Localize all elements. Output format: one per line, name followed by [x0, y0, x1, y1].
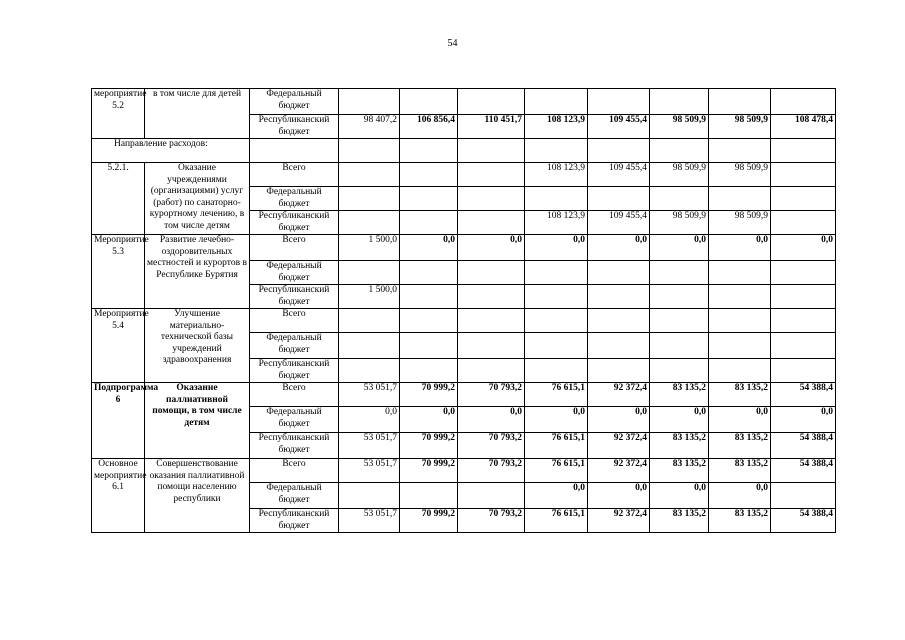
amount-cell	[339, 333, 400, 359]
amount-cell: 0,0	[588, 235, 650, 261]
amount-cell: 92 372,4	[588, 433, 650, 459]
empty-cell	[650, 139, 709, 163]
amount-cell: 54 388,4	[771, 383, 836, 407]
amount-cell: 0,0	[650, 235, 709, 261]
amount-cell	[588, 309, 650, 333]
amount-cell	[650, 309, 709, 333]
amount-cell	[650, 89, 709, 115]
amount-cell	[771, 285, 836, 309]
amount-cell: 70 999,2	[400, 383, 458, 407]
amount-cell	[525, 359, 588, 383]
amount-cell: 1 500,0	[339, 235, 400, 261]
amount-cell	[339, 211, 400, 235]
table-row	[92, 163, 836, 187]
table-row	[92, 309, 836, 333]
amount-cell	[771, 89, 836, 115]
amount-cell	[400, 89, 458, 115]
amount-cell: 83 135,2	[650, 433, 709, 459]
amount-cell: 0,0	[339, 407, 400, 433]
amount-cell: 108 123,9	[525, 211, 588, 235]
empty-cell	[400, 139, 458, 163]
amount-cell: 0,0	[771, 235, 836, 261]
amount-cell: 92 372,4	[588, 509, 650, 533]
amount-cell: 76 615,1	[525, 433, 588, 459]
measure-name-cell: Совершенствование оказания паллиативной помощи населению республики	[145, 459, 250, 533]
amount-cell	[458, 187, 525, 211]
measure-name-cell: в том числе для детей	[145, 89, 250, 139]
amount-cell: 0,0	[588, 407, 650, 433]
amount-cell	[525, 261, 588, 285]
amount-cell	[525, 333, 588, 359]
amount-cell: 110 451,7	[458, 115, 525, 139]
empty-cell	[588, 139, 650, 163]
amount-cell	[458, 333, 525, 359]
amount-cell	[525, 285, 588, 309]
amount-cell: 54 388,4	[771, 433, 836, 459]
amount-cell: 0,0	[458, 407, 525, 433]
amount-cell	[339, 483, 400, 509]
amount-cell	[458, 261, 525, 285]
amount-cell: 0,0	[588, 483, 650, 509]
amount-cell: 98 509,9	[709, 163, 771, 187]
amount-cell	[400, 285, 458, 309]
amount-cell	[458, 285, 525, 309]
amount-cell	[650, 333, 709, 359]
amount-cell: 70 793,2	[458, 509, 525, 533]
amount-cell: 0,0	[650, 483, 709, 509]
amount-cell: 0,0	[525, 235, 588, 261]
amount-cell: 108 478,4	[771, 115, 836, 139]
amount-cell: 53 051,7	[339, 509, 400, 533]
measure-name-cell: Развитие лечебно-оздоровительных местностей и курортов в Республике Бурятия	[145, 235, 250, 309]
amount-cell	[709, 261, 771, 285]
amount-cell	[771, 187, 836, 211]
measure-code-cell: Мероприятие 5.4	[92, 309, 145, 383]
amount-cell	[458, 89, 525, 115]
amount-cell	[650, 187, 709, 211]
amount-cell: 70 999,2	[400, 433, 458, 459]
page-number: 54	[447, 38, 458, 49]
amount-cell	[709, 187, 771, 211]
amount-cell: 0,0	[458, 235, 525, 261]
funding-source-cell: Всего	[250, 309, 339, 333]
amount-cell: 109 455,4	[588, 115, 650, 139]
amount-cell	[771, 211, 836, 235]
funding-source-cell: Федеральный бюджет	[250, 261, 339, 285]
amount-cell	[458, 211, 525, 235]
measure-code-cell: Основное мероприятие 6.1	[92, 459, 145, 533]
amount-cell	[400, 309, 458, 333]
funding-source-cell: Республиканский бюджет	[250, 359, 339, 383]
amount-cell	[525, 309, 588, 333]
funding-source-cell: Федеральный бюджет	[250, 333, 339, 359]
amount-cell: 0,0	[400, 407, 458, 433]
amount-cell: 98 509,9	[650, 211, 709, 235]
amount-cell	[588, 261, 650, 285]
amount-cell	[400, 359, 458, 383]
amount-cell: 76 615,1	[525, 383, 588, 407]
table-row	[92, 139, 836, 163]
amount-cell: 0,0	[709, 483, 771, 509]
amount-cell	[400, 187, 458, 211]
amount-cell: 109 455,4	[588, 163, 650, 187]
amount-cell: 76 615,1	[525, 509, 588, 533]
amount-cell	[709, 333, 771, 359]
funding-source-cell: Республиканский бюджет	[250, 509, 339, 533]
amount-cell: 54 388,4	[771, 459, 836, 483]
amount-cell	[588, 333, 650, 359]
measure-code-cell: мероприятие 5.2	[92, 89, 145, 139]
empty-cell	[339, 139, 400, 163]
funding-source-cell: Всего	[250, 163, 339, 187]
expense-direction-label: Направление расходов:	[92, 139, 250, 163]
amount-cell: 98 407,2	[339, 115, 400, 139]
table-row	[92, 383, 836, 407]
amount-cell	[525, 187, 588, 211]
amount-cell	[771, 483, 836, 509]
amount-cell: 70 793,2	[458, 433, 525, 459]
amount-cell: 83 135,2	[709, 509, 771, 533]
amount-cell	[339, 163, 400, 187]
amount-cell	[525, 89, 588, 115]
table-body	[92, 89, 836, 533]
funding-source-cell: Федеральный бюджет	[250, 407, 339, 433]
amount-cell	[771, 309, 836, 333]
amount-cell: 70 999,2	[400, 459, 458, 483]
amount-cell: 1 500,0	[339, 285, 400, 309]
amount-cell: 98 509,9	[709, 211, 771, 235]
amount-cell: 98 509,9	[650, 163, 709, 187]
empty-cell	[458, 139, 525, 163]
amount-cell: 76 615,1	[525, 459, 588, 483]
amount-cell	[588, 89, 650, 115]
funding-source-cell: Всего	[250, 459, 339, 483]
empty-cell	[709, 139, 771, 163]
amount-cell: 0,0	[525, 483, 588, 509]
amount-cell	[709, 359, 771, 383]
amount-cell: 109 455,4	[588, 211, 650, 235]
empty-cell	[525, 139, 588, 163]
funding-source-cell: Республиканский бюджет	[250, 433, 339, 459]
amount-cell: 98 509,9	[709, 115, 771, 139]
funding-source-cell: Федеральный бюджет	[250, 89, 339, 115]
amount-cell	[588, 285, 650, 309]
amount-cell	[709, 89, 771, 115]
amount-cell	[650, 261, 709, 285]
amount-cell	[771, 359, 836, 383]
amount-cell: 83 135,2	[650, 383, 709, 407]
amount-cell	[771, 163, 836, 187]
amount-cell	[339, 359, 400, 383]
amount-cell: 108 123,9	[525, 115, 588, 139]
amount-cell: 0,0	[400, 235, 458, 261]
table-row	[92, 459, 836, 483]
amount-cell	[400, 163, 458, 187]
amount-cell: 70 793,2	[458, 459, 525, 483]
amount-cell	[400, 333, 458, 359]
measure-name-cell: Оказание паллиативной помощи, в том числе детям	[145, 383, 250, 459]
amount-cell	[650, 285, 709, 309]
amount-cell	[339, 187, 400, 211]
amount-cell	[771, 333, 836, 359]
amount-cell: 70 793,2	[458, 383, 525, 407]
amount-cell: 106 856,4	[400, 115, 458, 139]
amount-cell: 53 051,7	[339, 433, 400, 459]
table-row	[92, 235, 836, 261]
amount-cell: 83 135,2	[709, 459, 771, 483]
empty-cell	[771, 139, 836, 163]
funding-source-cell: Федеральный бюджет	[250, 483, 339, 509]
amount-cell	[588, 359, 650, 383]
amount-cell	[650, 359, 709, 383]
amount-cell	[458, 163, 525, 187]
amount-cell: 0,0	[709, 407, 771, 433]
amount-cell: 0,0	[709, 235, 771, 261]
amount-cell: 83 135,2	[709, 433, 771, 459]
amount-cell	[588, 187, 650, 211]
amount-cell	[458, 309, 525, 333]
measure-code-cell: Мероприятие 5.3	[92, 235, 145, 309]
funding-source-cell: Всего	[250, 235, 339, 261]
funding-source-cell: Республиканский бюджет	[250, 285, 339, 309]
measure-name-cell: Оказание учреждениями (организациями) услуг (работ) по санаторно-курортному лечению, в том числе детям	[145, 163, 250, 235]
amount-cell	[709, 309, 771, 333]
amount-cell: 92 372,4	[588, 383, 650, 407]
amount-cell	[339, 261, 400, 285]
amount-cell	[458, 359, 525, 383]
amount-cell	[771, 261, 836, 285]
amount-cell: 53 051,7	[339, 383, 400, 407]
budget-table	[91, 88, 836, 533]
funding-source-cell: Республиканский бюджет	[250, 211, 339, 235]
amount-cell	[458, 483, 525, 509]
amount-cell: 54 388,4	[771, 509, 836, 533]
amount-cell	[339, 89, 400, 115]
amount-cell: 0,0	[650, 407, 709, 433]
amount-cell: 0,0	[525, 407, 588, 433]
amount-cell: 108 123,9	[525, 163, 588, 187]
amount-cell: 92 372,4	[588, 459, 650, 483]
amount-cell: 98 509,9	[650, 115, 709, 139]
amount-cell: 83 135,2	[709, 383, 771, 407]
funding-source-cell: Федеральный бюджет	[250, 187, 339, 211]
amount-cell: 53 051,7	[339, 459, 400, 483]
funding-source-cell: Всего	[250, 383, 339, 407]
empty-cell	[250, 139, 339, 163]
amount-cell: 0,0	[771, 407, 836, 433]
measure-code-cell: 5.2.1.	[92, 163, 145, 235]
amount-cell	[709, 285, 771, 309]
measure-name-cell: Улучшение материально-технической базы учреждений здравоохранения	[145, 309, 250, 383]
amount-cell	[400, 483, 458, 509]
table-row	[92, 89, 836, 115]
amount-cell	[339, 309, 400, 333]
amount-cell: 83 135,2	[650, 509, 709, 533]
amount-cell	[400, 211, 458, 235]
amount-cell: 83 135,2	[650, 459, 709, 483]
amount-cell	[400, 261, 458, 285]
amount-cell: 70 999,2	[400, 509, 458, 533]
measure-code-cell: Подпрограмма 6	[92, 383, 145, 459]
funding-source-cell: Республиканский бюджет	[250, 115, 339, 139]
